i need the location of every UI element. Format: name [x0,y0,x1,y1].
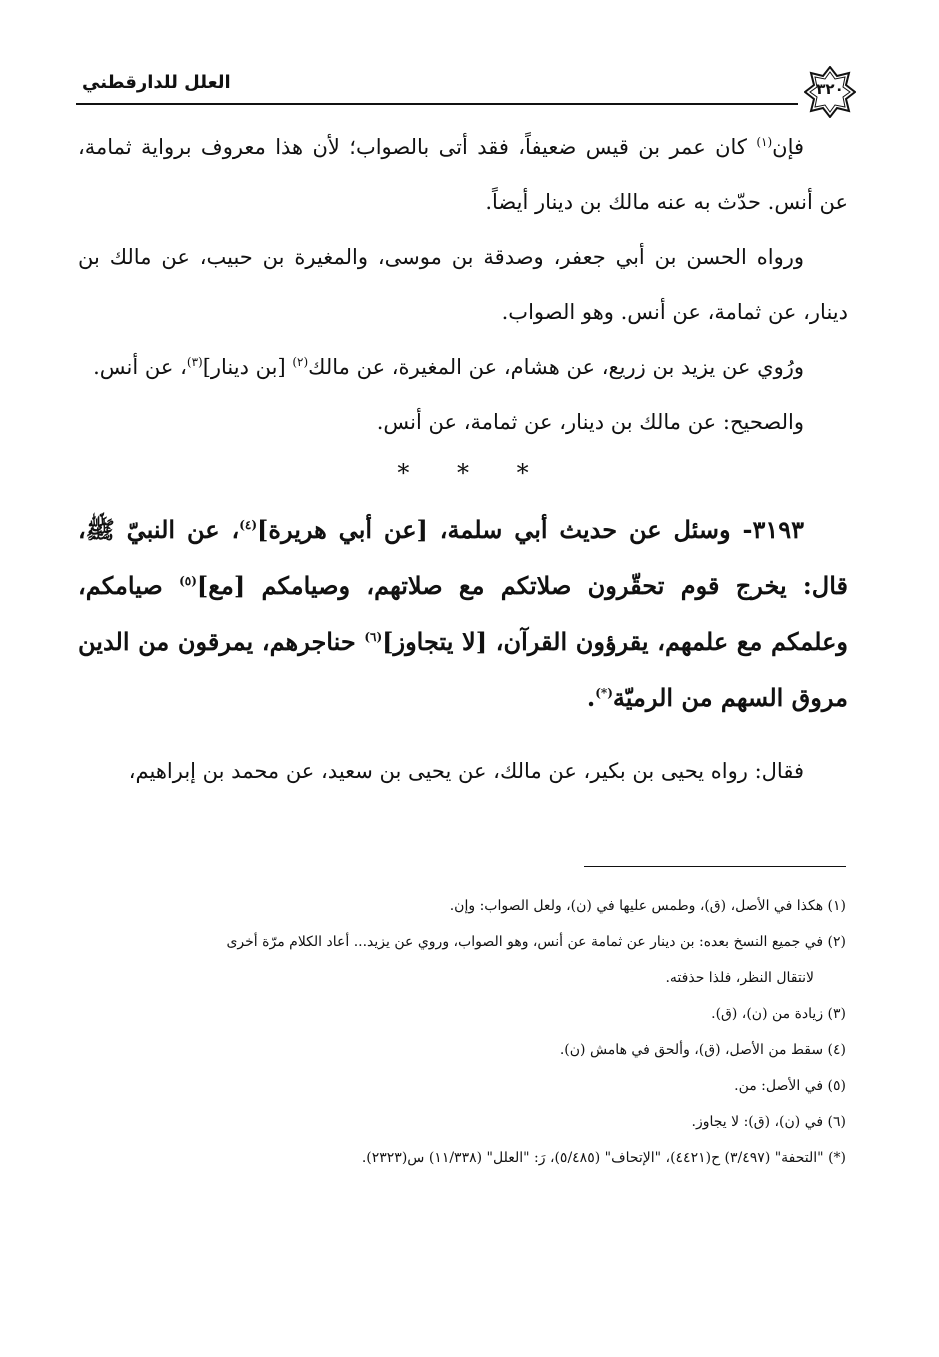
paragraph-1 [78,120,848,230]
paragraph-3-part-c: ، عن أنس. [93,355,187,379]
paragraph-5: فقال: رواه يحيى بن بكير، عن مالك، عن يحيى بن سعيد، عن محمد بن إبراهيم، [128,759,804,783]
footnotes [78,888,846,1176]
footnote-6: (٦) في (ن)، (ق): لا يجاوز. [691,1114,846,1130]
paragraph-3 [78,340,848,395]
footnote-ref-5: (٥) [179,574,197,588]
footnote-3: (٣) زيادة من (ن)، (ق). [711,1006,846,1022]
paragraph-3-part-a: ورُوي عن يزيد بن زريع، عن هشام، عن المغيرة، عن مالك [308,355,804,379]
footnote-ref-star: (*) [595,686,613,700]
footnote-2: (٢) في جميع النسخ بعده: بن دينار عن ثمامة عن أنس، وهو الصواب، وروي عن يزيد... أعاد الكلام مرّة أخرى [226,934,846,950]
page-header [76,66,856,118]
header-rule [76,103,798,105]
entry-part-d: حناجرهم، يمرقون من الدين مروق السهم من الرميّة [78,627,848,712]
footnote-ref-1: (١) [756,135,773,149]
paragraph-1-start: فإن [772,135,804,159]
footnote-ref-4: (٤) [239,518,258,532]
footnote-2-continued: لانتقال النظر، فلذا حذفته. [665,970,814,986]
footnote-separator [584,866,846,867]
footnote-star: (*) "التحفة" (٣/٤٩٧) ح(٤٤٢١)، "الإتحاف" (٥/٤٨٥)، رَ: "العلل" (١١/٣٣٨) س(٢٣٢٣). [361,1150,846,1166]
entry-part-b: ، عن النبيّ ﷺ، قال: يخرج قوم تحقّرون صلاتكم مع صلاتهم، وصيامكم [مع] [78,515,849,600]
running-title: العلل للدارقطني [82,72,231,93]
paragraph-4: والصحيح: عن مالك بن دينار، عن ثمامة، عن أنس. [376,410,804,434]
entry-part-c: صيامكم، وعلمكم مع علمهم، يقرؤون القرآن، [لا يتجاوز] [78,571,848,656]
paragraph-3-part-b: [بن دينار] [202,355,293,379]
footnote-1: (١) هكذا في الأصل، (ق)، وطمس عليها في (ن)، ولعل الصواب: وإن. [449,898,846,914]
entry-part-a: ٣١٩٣- وسئل عن حديث أبي سلمة، [عن أبي هريرة] [257,515,805,544]
page-number: ٣٢٠ [816,80,844,98]
paragraph-1-text: كان عمر بن قيس ضعيفاً، فقد أتى بالصواب؛ لأن هذا معروف برواية ثمامة، عن أنس. حدّث به عنه مالك بن دينار أيضاً. [78,135,848,214]
section-divider-stars: * * * [397,459,529,487]
main-text [78,120,848,799]
paragraph-2: ورواه الحسن بن أبي جعفر، وصدقة بن موسى، والمغيرة بن حبيب، عن مالك بن دينار، عن ثمامة، عن أنس. وهو الصواب. [78,245,848,324]
footnote-ref-2: (٢) [292,355,309,369]
footnote-4: (٤) سقط من الأصل، (ق)، وألحق في هامش (ن). [559,1042,846,1058]
page-number-badge [804,66,856,118]
footnote-ref-3: (٣) [186,355,203,369]
entry-part-e: . [586,683,596,712]
footnote-ref-6: (٦) [364,630,383,644]
footnote-5: (٥) في الأصل: من. [734,1078,846,1094]
hadith-entry [78,502,848,726]
